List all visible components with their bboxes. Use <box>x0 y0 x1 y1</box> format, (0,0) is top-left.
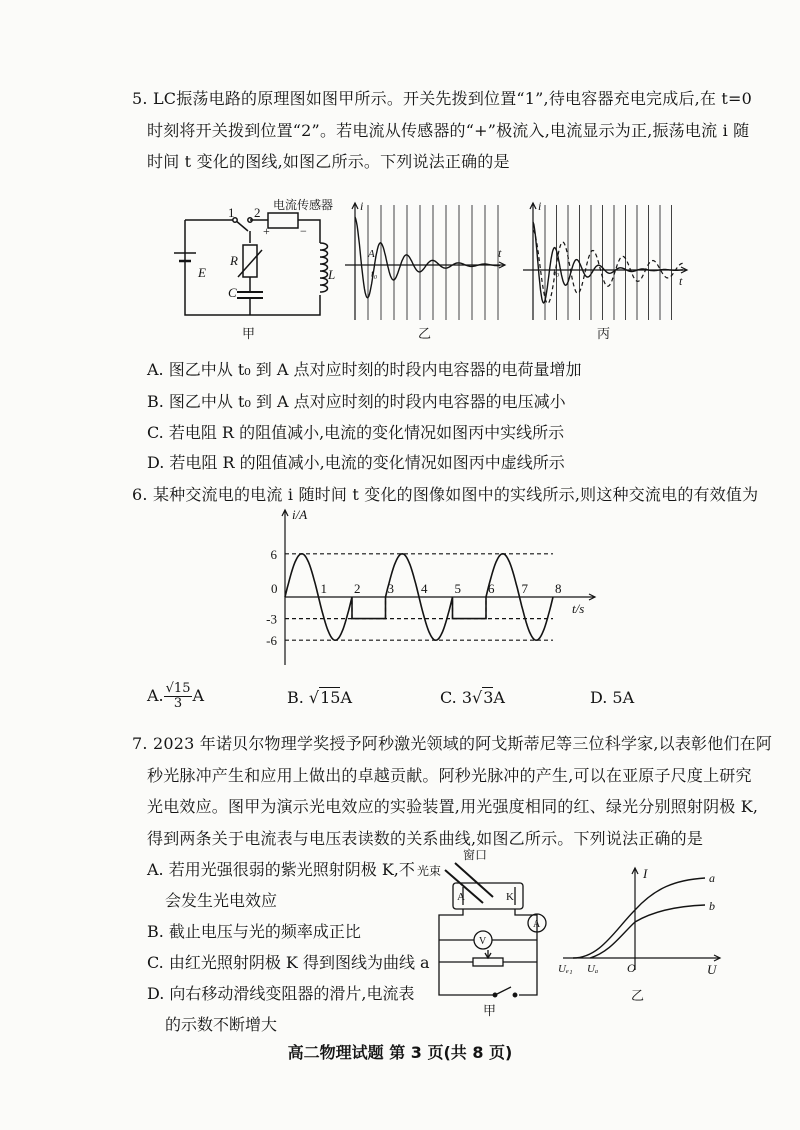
beam-label: 光束 <box>417 864 442 878</box>
caption-iv: 乙 <box>631 988 645 1003</box>
ammeter-symbol: A <box>533 919 541 930</box>
q6-option-a <box>147 682 204 711</box>
sensor-label: 电流传感器 <box>273 198 334 212</box>
window-label: 窗口 <box>463 848 488 862</box>
q6-option-b: B. √15A <box>287 688 353 707</box>
x-tick-label: 5 <box>454 581 461 596</box>
q6-option-c-prefix: C. 3 <box>440 688 473 707</box>
q6-option-d: D. 5A <box>590 688 635 707</box>
bing-xlabel: t <box>679 274 683 288</box>
q7-option-a-cont: 会发生光电效应 <box>165 891 278 910</box>
q7-option-b: B. 截止电压与光的频率成正比 <box>147 922 361 941</box>
q6-option-c-unit: A <box>493 688 505 707</box>
graph-yi <box>340 195 510 345</box>
q6-option-b-sqrt: 15 <box>320 688 341 707</box>
yi-xlabel: t <box>498 246 502 260</box>
q6-option-a-unit: A <box>192 686 205 705</box>
q5-line-3: 时间 t 变化的图线,如图乙所示。下列说法正确的是 <box>147 152 510 171</box>
ac-xlabel: t/s <box>572 601 585 616</box>
sensor-minus: − <box>300 224 307 238</box>
yi-t0: t₀ <box>371 269 378 280</box>
cathode-label: K <box>506 891 514 903</box>
x-tick-label: 7 <box>521 581 528 596</box>
lc-circuit-figure <box>170 195 340 345</box>
caption-bing: 丙 <box>597 326 611 341</box>
bing-t0: t₀ <box>553 267 560 278</box>
x-tick-label: 8 <box>555 581 562 596</box>
x-tick-label: 1 <box>320 581 327 596</box>
q6-option-a-num: √15 <box>165 681 191 696</box>
q7-option-d-cont: 的示数不断增大 <box>165 1015 278 1034</box>
q7-line-3: 光电效应。图甲为演示光电效应的实验装置,用光强度相同的红、绿光分别照射阴极 K, <box>147 797 759 816</box>
origin-label: O <box>627 961 636 975</box>
x-tick-label: 2 <box>354 581 361 596</box>
caption-apparatus: 甲 <box>483 1003 497 1018</box>
q5-option-d: D. 若电阻 R 的阻值减小,电流的变化情况如图丙中虚线所示 <box>147 453 565 472</box>
x-tick-label: 4 <box>421 581 428 596</box>
q7-option-a: A. 若用光强很弱的紫光照射阴极 K,不 <box>147 860 415 879</box>
iv-ylabel: I <box>643 866 648 881</box>
anode-label: A <box>457 891 465 903</box>
switch-pos1-label: 1 <box>228 205 235 220</box>
q6-option-c: C. 3√3A <box>440 688 505 707</box>
caption-jia: 甲 <box>242 326 256 341</box>
q6-option-c-sqrt: 3 <box>483 688 494 707</box>
q5-line-2: 时刻将开关拨到位置“2”。若电流从传感器的“+”极流入,电流显示为正,振荡电流 i 随 <box>147 121 750 140</box>
q6-option-b-unit: A <box>340 688 353 707</box>
yi-ylabel: i <box>360 199 364 213</box>
q7-line-2: 秒光脉冲产生和应用上做出的卓越贡献。阿秒光脉冲的产生,可以在亚原子尺度上研究 <box>147 766 752 785</box>
q6-question: 6. 某种交流电的电流 i 随时间 t 变化的图像如图中的实线所示,则这种交流电的有效值为 <box>132 485 759 504</box>
voltmeter-symbol: V <box>479 936 487 947</box>
iv-xlabel: U <box>707 962 717 977</box>
label-L: L <box>328 267 336 282</box>
graph-bing <box>515 195 695 345</box>
switch-pos2-label: 2 <box>254 205 261 220</box>
yi-point-A: A <box>368 248 375 260</box>
page-footer: 高二物理试题 第 3 页(共 8 页) <box>287 1043 513 1062</box>
ac-current-chart <box>250 505 610 670</box>
q5-line-1: 5. LC振荡电路的原理图如图甲所示。开关先拨到位置“1”,待电容器充电完成后,在 t=0 <box>132 89 753 108</box>
y-tick-label: -3 <box>266 611 277 627</box>
q6-option-a-prefix: A. <box>147 686 164 705</box>
label-C: C <box>228 285 237 300</box>
bing-ylabel: i <box>538 199 542 213</box>
photoelectric-apparatus <box>415 845 565 1020</box>
q7-option-d: D. 向右移动滑线变阻器的滑片,电流表 <box>147 984 415 1003</box>
q7-line-4: 得到两条关于电流表与电压表读数的关系曲线,如图乙所示。下列说法正确的是 <box>147 829 704 848</box>
cutoff-ua-label: Uₐ <box>587 963 599 975</box>
q6-option-a-den: 3 <box>173 696 183 711</box>
x-tick-label: 6 <box>488 581 495 596</box>
q5-option-c: C. 若电阻 R 的阻值减小,电流的变化情况如图丙中实线所示 <box>147 423 565 442</box>
label-R: R <box>230 253 238 268</box>
y-tick-label: 6 <box>270 546 277 562</box>
q5-option-b: B. 图乙中从 t₀ 到 A 点对应时刻的时段内电容器的电压减小 <box>147 392 566 411</box>
q7-option-c: C. 由红光照射阴极 K 得到图线为曲线 a <box>147 953 430 972</box>
y-tick-label: -6 <box>266 633 277 649</box>
x-tick-label: 3 <box>387 581 394 596</box>
q6-option-b-prefix: B. <box>287 688 304 707</box>
iv-curve-graph <box>555 860 730 1010</box>
curve-b-label: b <box>709 899 715 913</box>
q5-option-a: A. 图乙中从 t₀ 到 A 点对应时刻的时段内电容器的电荷量增加 <box>147 360 582 379</box>
ac-ylabel: i/A <box>292 507 308 522</box>
caption-yi: 乙 <box>418 326 432 341</box>
x-tick-label: 0 <box>271 581 278 596</box>
q7-line-1: 7. 2023 年诺贝尔物理学奖授予阿秒激光领域的阿戈斯蒂尼等三位科学家,以表彰他们在阿 <box>132 734 773 753</box>
curve-a-label: a <box>709 871 715 885</box>
q6-option-a-fraction <box>164 682 193 711</box>
sensor-plus: + <box>263 224 270 238</box>
label-E: E <box>198 265 206 280</box>
cutoff-ub-label: Uₑ₁ <box>558 963 573 975</box>
